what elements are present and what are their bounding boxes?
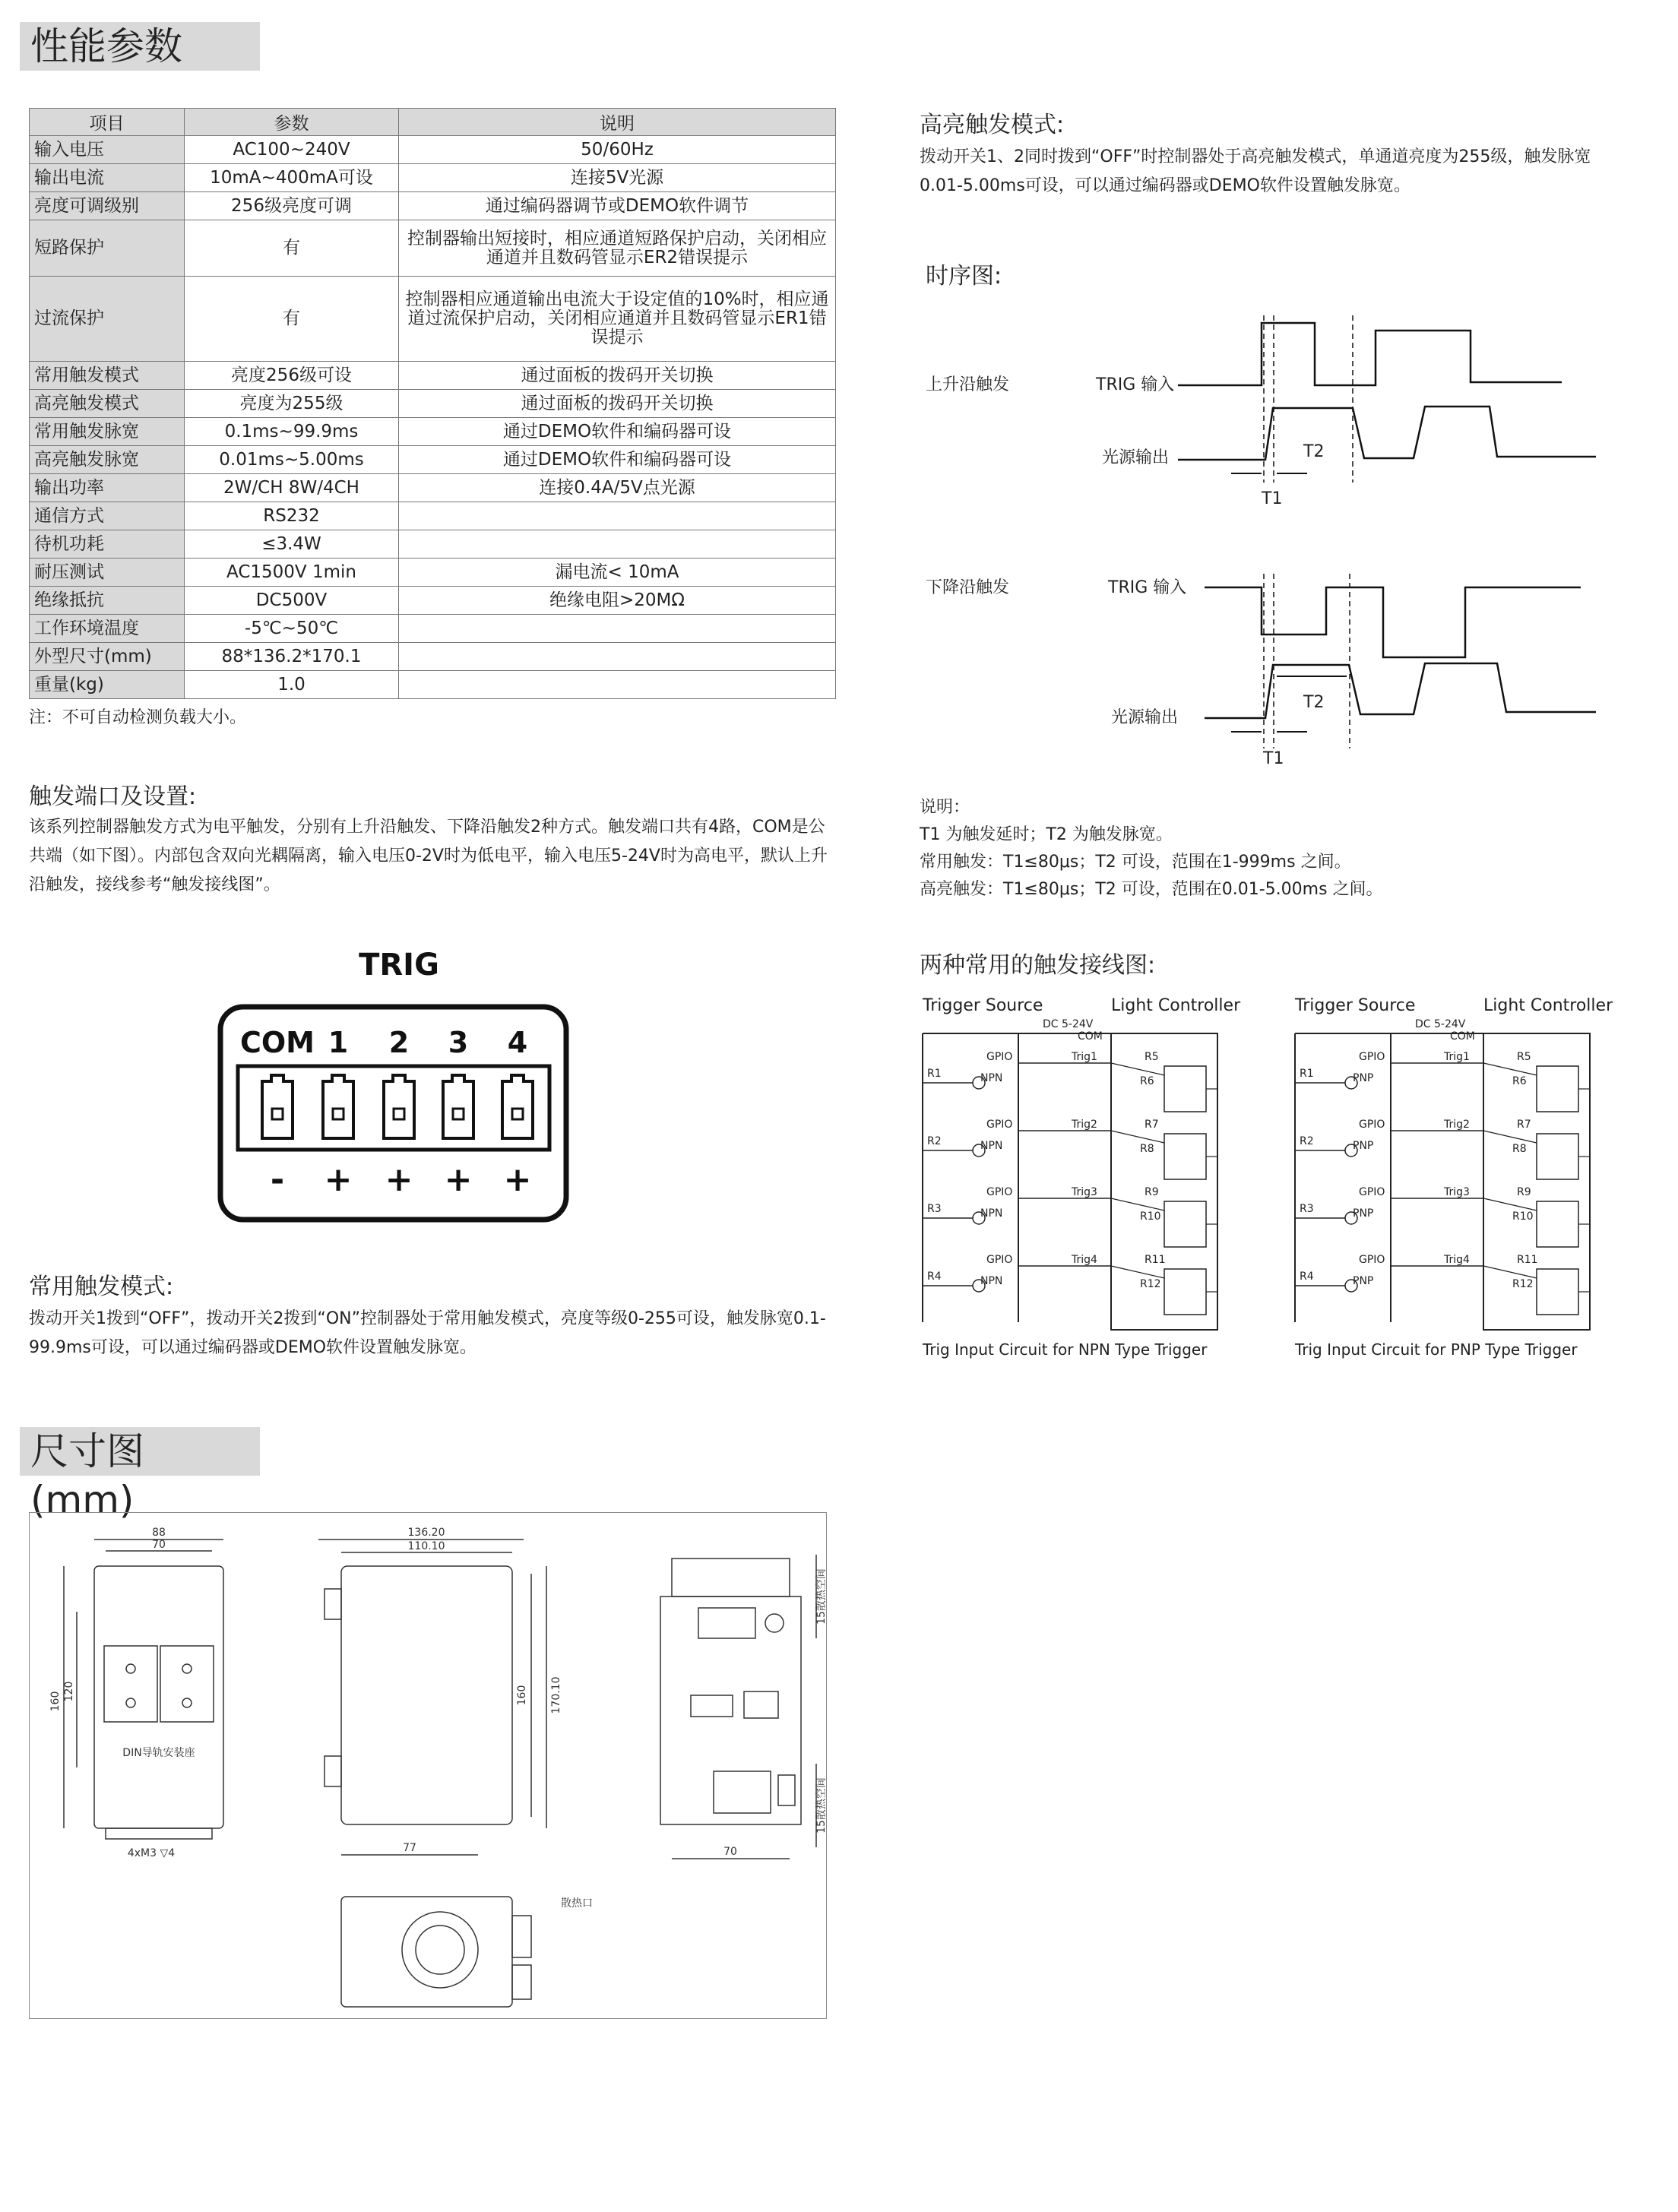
trigger-port-title: 触发端口及设置:	[29, 783, 197, 810]
table-row	[30, 136, 836, 164]
t2-label: T2	[1303, 693, 1325, 712]
table-cell: 常用触发模式	[30, 362, 185, 390]
table-row	[30, 474, 836, 502]
resistor-label: R7	[1517, 1119, 1531, 1131]
light-controller-label: Light Controller	[1483, 996, 1613, 1015]
table-row	[30, 192, 836, 220]
gpio-label: GPIO	[1359, 1186, 1385, 1198]
table-header: 参数	[185, 109, 399, 136]
table-cell: 过流保护	[30, 277, 185, 362]
pin-label: COM	[239, 1026, 315, 1059]
timing-diagram	[920, 300, 1604, 786]
resistor-label: R11	[1145, 1254, 1166, 1266]
falling-edge-label: 下降沿触发	[926, 578, 1010, 597]
trig-label: Trig1	[1072, 1051, 1097, 1063]
bottom-view-body	[341, 1897, 512, 2007]
optocoupler	[1164, 1269, 1206, 1315]
pin-contact	[394, 1109, 404, 1119]
table-cell	[399, 615, 836, 643]
front-feet	[106, 1828, 212, 1839]
dim-text: 110.10	[407, 1540, 445, 1552]
wiring-title: 两种常用的触发接线图:	[920, 952, 1156, 979]
com-label: COM	[1078, 1030, 1103, 1043]
pin-socket	[384, 1075, 414, 1138]
pin-polarity: +	[385, 1160, 413, 1199]
din-rail-right	[160, 1646, 214, 1722]
din-screw	[126, 1664, 135, 1673]
table-header: 说明	[399, 109, 836, 136]
table-cell: 输出功率	[30, 474, 185, 502]
wiring-diagrams	[912, 988, 1672, 1375]
rising-light-waveform	[1178, 407, 1596, 460]
dim-text: 170.10	[550, 1676, 562, 1714]
dim-text: 136.20	[407, 1527, 445, 1539]
transistor-label: NPN	[980, 1140, 1003, 1152]
trig-connector-diagram	[213, 946, 578, 1227]
timing-note-line: 说明：	[920, 798, 970, 817]
com-label: COM	[1450, 1030, 1475, 1043]
pin-label: 4	[507, 1026, 528, 1059]
table-cell: 常用触发脉宽	[30, 418, 185, 446]
trigger-port-text: 该系列控制器触发方式为电平触发，分别有上升沿触发、下降沿触发2种方式。触发端口共有4路，COM是公共端（如下图）。内部包含双向光耦隔离，输入电压0-2V时为低电平，输入电压5-24V时为高电平，默认上升沿触发，接线参考“触发接线图”。	[29, 818, 828, 894]
transistor-label: PNP	[1353, 1072, 1374, 1084]
trigger-source-label: Trigger Source	[1295, 996, 1416, 1015]
resistor-label: R4	[1300, 1271, 1314, 1283]
resistor-label: R1	[1300, 1068, 1314, 1080]
spec-table	[29, 108, 836, 699]
wiring-caption: Trig Input Circuit for NPN Type Trigger	[923, 1340, 1208, 1359]
rs232-port	[691, 1695, 733, 1717]
trig-label: Trig2	[1072, 1119, 1097, 1131]
supply-label: DC 5-24V	[1415, 1018, 1466, 1030]
opto-wire	[1111, 1131, 1164, 1143]
t1-label: T1	[1262, 489, 1283, 508]
table-note: 注：不可自动检测负载大小。	[29, 708, 247, 727]
optocoupler	[1537, 1269, 1578, 1315]
timing-note-line: T1 为触发延时；T2 为触发脉宽。	[920, 825, 1173, 844]
high-mode-title: 高亮触发模式:	[920, 112, 1065, 138]
rising-edge-label: 上升沿触发	[926, 375, 1010, 394]
table-cell: 有	[185, 220, 399, 277]
gpio-label: GPIO	[1359, 1254, 1385, 1266]
table-cell	[399, 671, 836, 699]
pin-label: 3	[448, 1026, 469, 1059]
table-cell: 2W/CH 8W/4CH	[185, 474, 399, 502]
trig-label: Trig1	[1444, 1051, 1470, 1063]
table-cell: DC500V	[185, 587, 399, 615]
table-header-row	[30, 109, 836, 136]
optocoupler	[1164, 1066, 1206, 1112]
trig-label: Trig2	[1444, 1119, 1470, 1131]
din-screw	[182, 1698, 192, 1707]
trig-input-label: TRIG 输入	[1096, 375, 1175, 394]
resistor-label: R3	[1300, 1203, 1314, 1215]
table-cell: 外型尺寸(mm)	[30, 643, 185, 671]
resistor-label: R12	[1512, 1278, 1534, 1290]
table-cell	[399, 643, 836, 671]
section-title-performance: 性能参数	[20, 22, 260, 71]
power-switch	[778, 1775, 795, 1805]
resistor-label: R8	[1140, 1143, 1154, 1155]
gpio-label: GPIO	[1359, 1051, 1385, 1063]
table-cell: 控制器输出短接时，相应通道短路保护启动，关闭相应通道并且数码管显示ER2错误提示	[399, 220, 836, 277]
front-view-body	[94, 1566, 223, 1828]
pin-socket	[443, 1075, 473, 1138]
table-row	[30, 530, 836, 559]
optocoupler	[1537, 1066, 1578, 1112]
resistor-label: R7	[1145, 1119, 1159, 1131]
bottom-connector	[512, 1965, 531, 1999]
table-row	[30, 587, 836, 615]
optocoupler	[1537, 1134, 1578, 1179]
table-cell: 0.01ms~5.00ms	[185, 446, 399, 474]
din-screw	[182, 1664, 192, 1673]
table-cell: 工作环境温度	[30, 615, 185, 643]
dim-text: 70	[723, 1846, 737, 1858]
timing-title: 时序图:	[926, 263, 1002, 290]
resistor-label: R5	[1517, 1051, 1531, 1063]
pin-socket	[502, 1075, 533, 1138]
opto-wire	[1111, 1266, 1164, 1278]
dim-text: 160	[516, 1685, 528, 1706]
trig-input-label: TRIG 输入	[1108, 578, 1187, 597]
gpio-label: GPIO	[986, 1186, 1013, 1198]
table-cell: 1.0	[185, 671, 399, 699]
pin-contact	[333, 1109, 344, 1119]
table-cell: 亮度为255级	[185, 390, 399, 418]
table-row	[30, 220, 836, 277]
pin-label: 1	[328, 1026, 349, 1059]
table-row	[30, 446, 836, 474]
supply-label: DC 5-24V	[1043, 1018, 1094, 1030]
high-mode-text: 拨动开关1、2同时拨到“OFF”时控制器处于高亮触发模式，单通道亮度为255级，触发脉宽0.01-5.00ms可设，可以通过编码器或DEMO软件设置触发脉宽。	[920, 147, 1591, 195]
transistor-label: PNP	[1353, 1207, 1374, 1220]
table-cell: 重量(kg)	[30, 671, 185, 699]
light-output-label: 光源输出	[1102, 448, 1170, 467]
gpio-label: GPIO	[986, 1119, 1013, 1131]
gpio-label: GPIO	[986, 1051, 1013, 1063]
pin-socket	[262, 1075, 293, 1138]
table-cell: 亮度256级可设	[185, 362, 399, 390]
trig-label: Trig4	[1444, 1254, 1470, 1266]
transistor-label: PNP	[1353, 1275, 1374, 1287]
dip-switch	[744, 1691, 778, 1718]
table-cell: 高亮触发模式	[30, 390, 185, 418]
gpio-label: GPIO	[986, 1254, 1013, 1266]
dim-text: 88	[152, 1527, 166, 1539]
table-cell: 亮度可调级别	[30, 192, 185, 220]
rear-top	[672, 1559, 790, 1597]
table-cell: ≤3.4W	[185, 530, 399, 559]
resistor-label: R9	[1145, 1186, 1159, 1198]
table-cell: 连接0.4A/5V点光源	[399, 474, 836, 502]
optocoupler	[1164, 1134, 1206, 1179]
transistor-label: NPN	[980, 1207, 1003, 1220]
pin-polarity: -	[270, 1160, 285, 1199]
resistor-label: R8	[1512, 1143, 1527, 1155]
pin-socket	[323, 1075, 353, 1138]
gpio-label: GPIO	[1359, 1119, 1385, 1131]
table-cell: 输出电流	[30, 164, 185, 192]
bottom-connector	[512, 1916, 531, 1957]
resistor-label: R4	[927, 1271, 942, 1283]
side-connector	[325, 1589, 341, 1619]
resistor-label: R3	[927, 1203, 942, 1215]
table-cell: 控制器相应通道输出电流大于设定值的10%时，相应通道过流保护启动，关闭相应通道并且数码管显示ER1错误提示	[399, 277, 836, 362]
wiring-caption: Trig Input Circuit for PNP Type Trigger	[1295, 1340, 1578, 1359]
opto-wire	[1483, 1198, 1537, 1210]
timing-note-line: 常用触发：T1≤80μs；T2 可设，范围在1-999ms 之间。	[920, 853, 1351, 872]
table-cell: -5℃~50℃	[185, 615, 399, 643]
table-cell: 通过面板的拨码开关切换	[399, 362, 836, 390]
opto-wire	[1483, 1063, 1537, 1075]
light-controller-label: Light Controller	[1111, 996, 1241, 1015]
pin-contact	[453, 1109, 464, 1119]
resistor-label: R10	[1512, 1210, 1534, 1223]
timing-note-line: 高亮触发：T1≤80μs；T2 可设，范围在0.01-5.00ms 之间。	[920, 880, 1383, 899]
dim-text: 120	[63, 1681, 75, 1702]
t1-label: T1	[1263, 749, 1284, 768]
table-cell: 短路保护	[30, 220, 185, 277]
pin-contact	[272, 1109, 283, 1119]
pin-polarity: +	[503, 1160, 532, 1199]
table-cell: 10mA~400mA可设	[185, 164, 399, 192]
opto-wire	[1111, 1198, 1164, 1210]
resistor-label: R1	[927, 1068, 942, 1080]
table-cell: 高亮触发脉宽	[30, 446, 185, 474]
table-cell: 绝缘抵抗	[30, 587, 185, 615]
table-row	[30, 164, 836, 192]
table-row	[30, 502, 836, 530]
trigger-source-label: Trigger Source	[923, 996, 1043, 1015]
resistor-label: R5	[1145, 1051, 1159, 1063]
table-row	[30, 671, 836, 699]
trig-label: Trig3	[1072, 1186, 1097, 1198]
dim-text: 77	[403, 1842, 416, 1854]
resistor-label: R2	[927, 1135, 942, 1147]
pin-polarity: +	[324, 1160, 353, 1199]
resistor-label: R11	[1517, 1254, 1538, 1266]
table-cell: 通过DEMO软件和编码器可设	[399, 418, 836, 446]
resistor-label: R9	[1517, 1186, 1531, 1198]
table-cell: 通过面板的拨码开关切换	[399, 390, 836, 418]
table-cell: 输入电压	[30, 136, 185, 164]
trig-label: Trig4	[1072, 1254, 1097, 1266]
table-cell: 256级亮度可调	[185, 192, 399, 220]
falling-light-waveform	[1205, 663, 1596, 718]
din-rail-left	[104, 1646, 157, 1722]
transistor-label: NPN	[980, 1072, 1003, 1084]
rising-trig-waveform	[1178, 323, 1562, 385]
power-socket	[714, 1771, 771, 1813]
table-cell: 连接5V光源	[399, 164, 836, 192]
table-cell: AC100~240V	[185, 136, 399, 164]
rear-display	[698, 1608, 755, 1638]
table-cell: 88*136.2*170.1	[185, 643, 399, 671]
falling-trig-waveform	[1205, 587, 1581, 657]
table-row	[30, 559, 836, 587]
connector-title: TRIG	[359, 948, 439, 983]
fan-vent	[402, 1912, 478, 1988]
section-title-dimensions: 尺寸图 (mm)	[20, 1427, 260, 1476]
resistor-label: R10	[1140, 1210, 1161, 1223]
timing-notes	[920, 794, 1383, 903]
pin-polarity: +	[444, 1160, 473, 1199]
table-row	[30, 643, 836, 671]
dimension-drawing-frame	[29, 1512, 827, 2019]
fan-label: 散热口	[561, 1897, 593, 1910]
transistor-label: NPN	[980, 1275, 1003, 1287]
opto-wire	[1111, 1063, 1164, 1075]
table-cell	[399, 502, 836, 530]
normal-mode-text: 拨动开关1拨到“OFF”，拨动开关2拨到“ON”控制器处于常用触发模式，亮度等级0-255可设，触发脉宽0.1-99.9ms可设，可以通过编码器或DEMO软件设置触发脉宽。	[29, 1309, 826, 1357]
resistor-label: R12	[1140, 1278, 1161, 1290]
t2-label: T2	[1303, 442, 1325, 461]
normal-mode-title: 常用触发模式:	[29, 1274, 174, 1300]
pin-contact	[512, 1109, 523, 1119]
table-row	[30, 615, 836, 643]
resistor-label: R2	[1300, 1135, 1314, 1147]
table-cell: 漏电流< 10mA	[399, 559, 836, 587]
table-header: 项目	[30, 109, 185, 136]
fan-vent-inner	[416, 1926, 464, 1974]
din-label: DIN导轨安装座	[122, 1747, 195, 1759]
opto-wire	[1483, 1266, 1537, 1278]
optocoupler	[1537, 1201, 1578, 1247]
table-cell: 0.1ms~99.9ms	[185, 418, 399, 446]
table-cell: 耐压测试	[30, 559, 185, 587]
resistor-label: R6	[1140, 1075, 1154, 1087]
table-cell: 通过DEMO软件和编码器可设	[399, 446, 836, 474]
table-cell: 有	[185, 277, 399, 362]
optocoupler	[1164, 1201, 1206, 1247]
din-screw	[126, 1698, 135, 1707]
table-row	[30, 362, 836, 390]
light-output-label: 光源输出	[1111, 708, 1179, 727]
screw-label: 4xM3 ▽4	[127, 1847, 176, 1859]
opto-wire	[1483, 1131, 1537, 1143]
resistor-label: R6	[1512, 1075, 1527, 1087]
table-cell	[399, 530, 836, 559]
table-row	[30, 277, 836, 362]
dim-text: 15散热空间	[815, 1777, 828, 1834]
table-cell: 50/60Hz	[399, 136, 836, 164]
table-cell: 待机功耗	[30, 530, 185, 559]
table-row	[30, 418, 836, 446]
side-view-body	[341, 1566, 512, 1824]
rear-knob	[765, 1614, 784, 1632]
table-cell: 通信方式	[30, 502, 185, 530]
pin-label: 2	[388, 1026, 410, 1059]
dim-text: 15散热空间	[815, 1568, 828, 1625]
dimension-drawings	[30, 1513, 828, 2020]
table-cell: AC1500V 1min	[185, 559, 399, 587]
table-cell: 通过编码器调节或DEMO软件调节	[399, 192, 836, 220]
trig-label: Trig3	[1444, 1186, 1470, 1198]
dim-text: 70	[152, 1539, 166, 1551]
side-connector	[325, 1756, 341, 1786]
transistor-label: PNP	[1353, 1140, 1374, 1152]
dim-text: 160	[49, 1691, 62, 1712]
table-cell: 绝缘电阻>20MΩ	[399, 587, 836, 615]
table-cell: RS232	[185, 502, 399, 530]
table-row	[30, 390, 836, 418]
